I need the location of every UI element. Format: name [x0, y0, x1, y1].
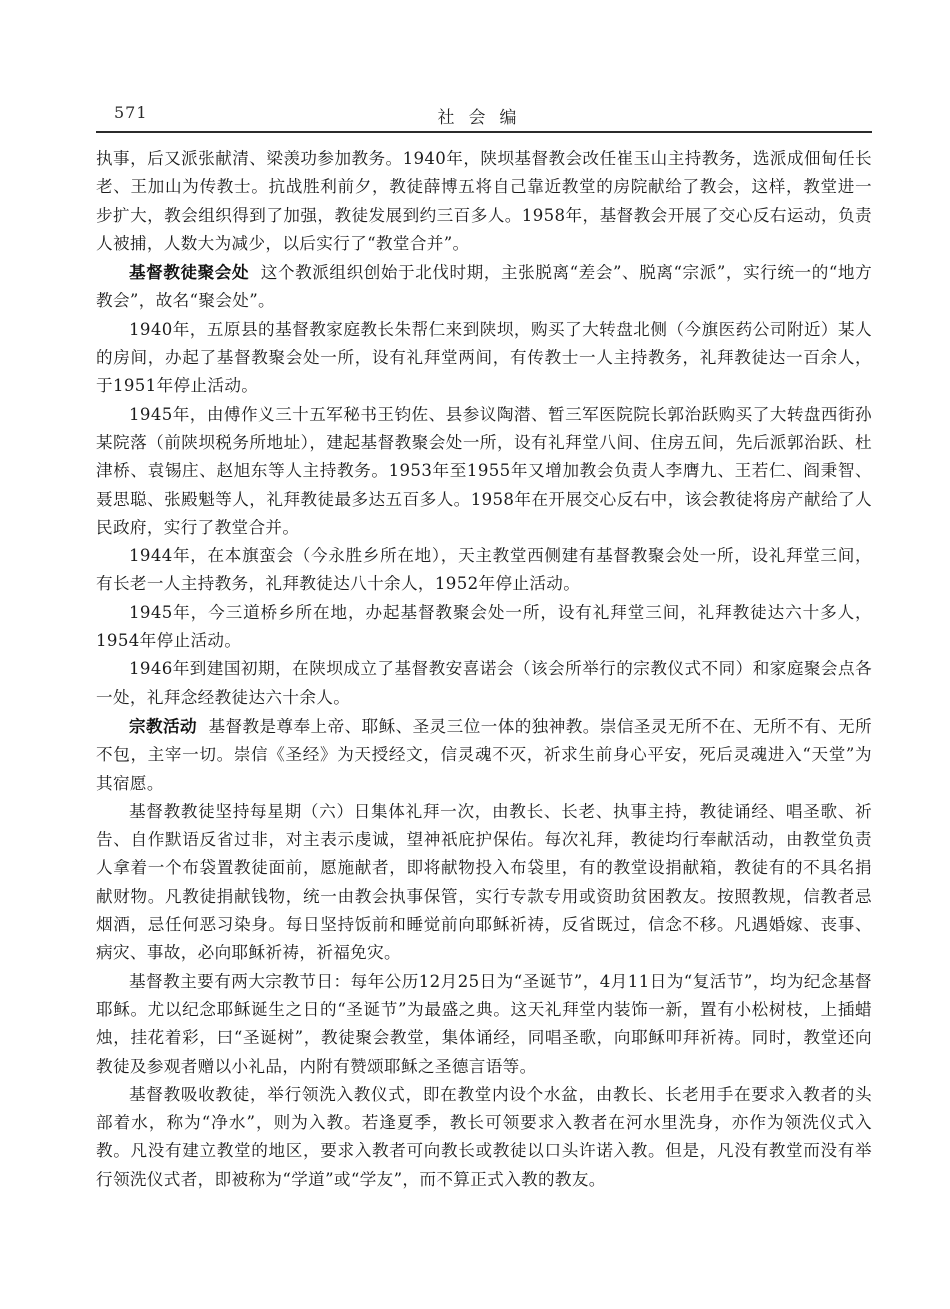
- subheading-religious-activities: 宗教活动: [129, 715, 198, 736]
- paragraph-1945-b: [96, 599, 872, 656]
- paragraph-text: 这个教派组织创始于北伐时期，主张脱离“差会”、脱离“宗派”，实行统一的“地方教会”，故名“聚会处”。: [96, 263, 873, 311]
- paragraph-text: 基督教吸收教徒，举行领洗入教仪式，即在教堂内设个水盆，由教长、长老用手在要求入教者的头部着水，称为“净水”，则为入教。若逢夏季，教长可领要求入教者在河水里洗身，亦作为领洗仪式入教。凡没有建立教堂的地区，要求入教者可向教长或教徒以口头许诺入教。但是，凡没有教堂而没有举行领洗仪式者，即被称为“学道”或“学友”，而不算正式入教的教友。: [96, 1084, 872, 1189]
- paragraph-assembly-hall: [96, 258, 872, 316]
- paragraph-text: 1945年，由傅作义三十五军秘书王钧佐、县参议陶潜、暂三军医院院长郭治跃购买了大转盘西街孙某院落（前陕坝税务所地址），建起基督教聚会处一所，设有礼拜堂八间、住房五间，先后派郭治跃、杜津桥、袁锡庄、赵旭东等人主持教务。1953年至1955年又增加教会负责人李膺九、王若仁、阎秉智、聂思聪、张殿魁等人，礼拜教徒最多达五百多人。1958年在开展交心反右中，该会教徒将房产献给了人民政府，实行了教堂合并。: [96, 404, 872, 537]
- paragraph-text: 1946年到建国初期，在陕坝成立了基督教安喜诺会（该会所举行的宗教仪式不同）和家庭聚会点各一处，礼拜念经教徒达六十余人。: [96, 659, 872, 707]
- page-header: [96, 103, 872, 127]
- paragraph-text: 1940年，五原县的基督教家庭教长朱帮仁来到陕坝，购买了大转盘北侧（今旗医药公司附近）某人的房间，办起了基督教聚会处一所，设有礼拜堂两间，有传教士一人主持教务，礼拜教徒达一百余人，于1951年停止活动。: [96, 319, 872, 396]
- paragraph-festivals: [96, 968, 872, 1081]
- paragraph-text: 基督教教徒坚持每星期（六）日集体礼拜一次，由教长、长老、执事主持，教徒诵经、唱圣歌、祈告、自作默语反省过非，对主表示虔诚，望神祇庇护保佑。每次礼拜，教徒均行奉献活动，由教堂负责人拿着一个布袋置教徒面前，愿施献者，即将献物投入布袋里，有的教堂设捐献箱，教徒有的不具名捐献财物。凡教徒捐献钱物，统一由教会执事保管，实行专款专用或资助贫困教友。按照教规，信教者忌烟酒，忌任何恶习染身。每日坚持饭前和睡觉前向耶稣祈祷，反省既过，信念不移。凡遇婚嫁、丧事、病灾、事故，必向耶稣祈祷，祈福免灾。: [96, 801, 872, 963]
- section-title: 社会编: [437, 108, 531, 128]
- paragraph-text: 基督教是尊奉上帝、耶稣、圣灵三位一体的独神教。崇信圣灵无所不在、无所不有、无所不包，主宰一切。崇信《圣经》为天授经文，信灵魂不灭，祈求生前身心平安，死后灵魂进入“天堂”为其宿愿。: [96, 716, 872, 793]
- paragraph-worship: [96, 798, 872, 968]
- page-number: 571: [114, 103, 148, 122]
- paragraph-text: 1944年，在本旗蛮会（今永胜乡所在地），天主教堂西侧建有基督教聚会处一所，设礼拜堂三间，有长老一人主持教务，礼拜教徒达八十余人，1952年停止活动。: [96, 546, 872, 594]
- paragraph-1946: [96, 655, 872, 712]
- paragraph-text: 1945年，今三道桥乡所在地，办起基督教聚会处一所，设有礼拜堂三间，礼拜教徒达六十多人，1954年停止活动。: [96, 602, 872, 651]
- paragraph-text: 基督教主要有两大宗教节日：每年公历12月25日为“圣诞节”，4月11日为“复活节”，均为纪念基督耶稣。尤以纪念耶稣诞生之日的“圣诞节”为最盛之典。这天礼拜堂内装饰一新，置有小松树枝，上插蜡烛，挂花着彩，曰“圣诞树”，教徒聚会教堂，集体诵经，同唱圣歌，向耶稣叩拜祈祷。同时，教堂还向教徒及参观者赠以小礼品，内附有赞颂耶稣之圣德言语等。: [96, 971, 872, 1076]
- paragraph-continuation: [96, 145, 872, 258]
- header-rule: [96, 131, 872, 133]
- body-text: [96, 145, 872, 1194]
- paragraph-text: 执事，后又派张献清、梁羡功参加教务。1940年，陕坝基督教会改任崔玉山主持教务，选派成佃甸任长老、王加山为传教士。抗战胜利前夕，教徒薛博五将自己靠近教堂的房院献给了教会，这样，教堂进一步扩大，教会组织得到了加强，教徒发展到约三百多人。1958年，基督教会开展了交心反右运动，负责人被捕，人数大为减少，以后实行了“教堂合并”。: [96, 149, 872, 253]
- paragraph-religious-activities: [96, 712, 872, 798]
- paragraph-1944: [96, 542, 872, 599]
- paragraph-1945-a: [96, 401, 872, 542]
- subheading-assembly-hall: 基督教徒聚会处: [129, 262, 250, 283]
- paragraph-1940: [96, 316, 872, 401]
- paragraph-baptism: [96, 1081, 872, 1194]
